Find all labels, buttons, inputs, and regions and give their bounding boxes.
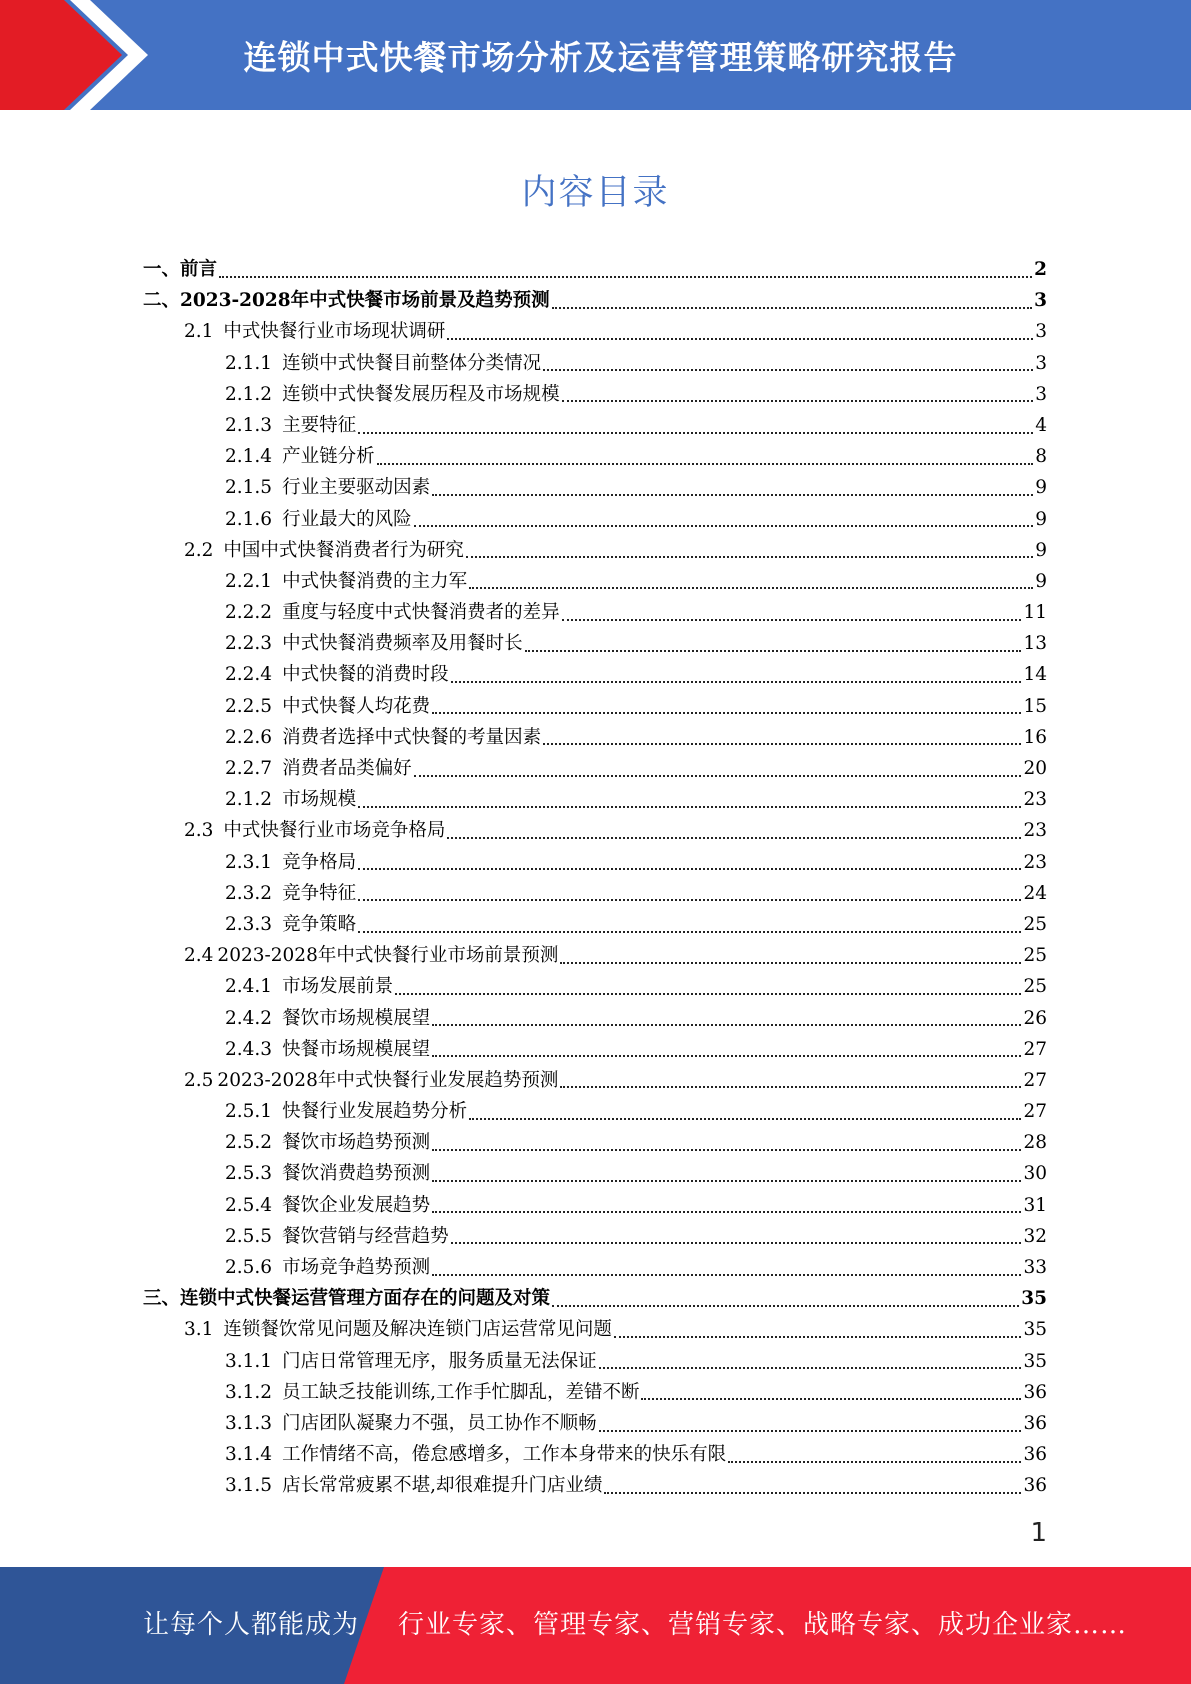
toc-entry-number: 2.5.1 <box>225 1101 273 1123</box>
toc-entry-title: 连锁中式快餐发展历程及市场规模 <box>282 383 560 405</box>
toc-entry[interactable] <box>143 1314 1047 1345</box>
toc-dot-leader <box>219 276 1032 278</box>
toc-entry[interactable] <box>143 1190 1047 1221</box>
toc-entry[interactable] <box>143 1096 1047 1127</box>
toc-entry-page: 36 <box>1023 1381 1047 1403</box>
toc-entry-number: 2.1.2 <box>225 789 273 811</box>
toc-entry[interactable] <box>143 1252 1047 1283</box>
toc-entry-number: 2.2.2 <box>225 602 273 624</box>
toc-entry-number: 2.4.3 <box>225 1038 273 1060</box>
header-banner <box>0 0 1191 110</box>
toc-entry-page: 36 <box>1023 1444 1047 1466</box>
table-of-contents <box>143 254 1047 1502</box>
toc-dot-leader <box>432 1055 1021 1057</box>
toc-dot-leader <box>604 1492 1021 1494</box>
toc-entry-page: 11 <box>1023 602 1047 624</box>
toc-entry-number: 2.2.3 <box>225 633 273 655</box>
toc-entry-title: 市场竞争趋势预测 <box>282 1257 431 1278</box>
toc-dot-leader <box>358 899 1021 901</box>
toc-entry-number: 2.3.3 <box>225 913 273 935</box>
toc-entry[interactable] <box>143 316 1047 347</box>
toc-entry-title: 连锁中式快餐目前整体分类情况 <box>282 352 542 374</box>
toc-entry[interactable] <box>143 472 1047 503</box>
toc-dot-leader <box>414 525 1034 527</box>
toc-dot-leader <box>599 1367 1022 1369</box>
toc-entry[interactable] <box>143 971 1047 1002</box>
toc-entry-title: 中式快餐的消费时段 <box>282 664 449 686</box>
toc-entry-title: 竞争特征 <box>282 882 357 904</box>
toc-entry-number: 2.1.6 <box>225 508 273 530</box>
toc-dot-leader <box>543 743 1021 745</box>
toc-entry-page: 25 <box>1023 976 1047 998</box>
toc-dot-leader <box>641 1398 1021 1400</box>
toc-entry-page: 28 <box>1023 1132 1047 1154</box>
toc-entry[interactable] <box>143 1408 1047 1439</box>
toc-entry-page: 25 <box>1023 913 1047 935</box>
toc-dot-leader <box>358 868 1021 870</box>
toc-dot-leader <box>358 931 1021 933</box>
toc-entry-page: 23 <box>1023 820 1047 842</box>
toc-entry[interactable] <box>143 1003 1047 1034</box>
toc-entry-page: 3 <box>1035 383 1047 405</box>
toc-entry-number: 2.5.5 <box>225 1225 273 1247</box>
toc-entry-number: 2.5.3 <box>225 1163 273 1185</box>
toc-entry-number: 3.1.2 <box>225 1381 273 1403</box>
toc-dot-leader <box>469 587 1033 589</box>
toc-entry[interactable] <box>143 815 1047 846</box>
toc-entry-title: 工作情绪不高，倦怠感增多，工作本身带来的快乐有限 <box>282 1444 727 1466</box>
toc-entry-title: 中式快餐行业市场现状调研 <box>223 321 446 343</box>
toc-entry-page: 35 <box>1021 1288 1047 1310</box>
toc-dot-leader <box>447 338 1033 340</box>
toc-entry-page: 13 <box>1023 633 1047 655</box>
toc-entry-title: 餐饮企业发展趋势 <box>282 1194 431 1216</box>
toc-entry-title: 餐饮营销与经营趋势 <box>282 1225 449 1247</box>
toc-entry-page: 25 <box>1023 945 1047 967</box>
toc-entry-title: 消费者选择中式快餐的考量因素 <box>282 726 542 748</box>
toc-entry-number: 2.3.1 <box>225 851 273 873</box>
toc-entry-title: 中式快餐人均花费 <box>282 695 431 717</box>
toc-entry-number: 2.3 <box>184 820 214 842</box>
toc-entry-title: 中国中式快餐消费者行为研究 <box>223 539 464 561</box>
toc-entry-title: 产业链分析 <box>282 446 375 468</box>
toc-entry-title: 2023-2028年中式快餐市场前景及趋势预测 <box>180 290 550 312</box>
toc-entry[interactable] <box>143 659 1047 690</box>
toc-entry-page: 23 <box>1023 851 1047 873</box>
toc-dot-leader <box>728 1461 1021 1463</box>
toc-entry-page: 23 <box>1023 789 1047 811</box>
toc-dot-leader <box>358 432 1033 434</box>
toc-entry-number: 2.2 <box>184 539 214 561</box>
toc-entry-number: 2.5 <box>184 1069 214 1091</box>
toc-entry-number: 一、 <box>143 259 181 280</box>
toc-entry-title: 前言 <box>180 259 218 280</box>
toc-entry-page: 20 <box>1023 758 1047 779</box>
toc-entry-number: 2.1.3 <box>225 414 273 436</box>
toc-entry[interactable] <box>143 722 1047 753</box>
toc-entry-page: 26 <box>1023 1007 1047 1029</box>
toc-entry-title: 快餐市场规模展望 <box>282 1038 431 1060</box>
toc-entry[interactable] <box>143 535 1047 566</box>
toc-entry-title: 重度与轻度中式快餐消费者的差异 <box>282 602 560 624</box>
toc-entry-page: 30 <box>1023 1163 1047 1185</box>
toc-entry-number: 2.4.1 <box>225 976 273 998</box>
toc-entry-title: 市场规模 <box>282 789 357 811</box>
toc-entry-number: 2.2.6 <box>225 726 273 748</box>
toc-entry-page: 9 <box>1035 477 1047 499</box>
toc-entry-number: 3.1.4 <box>225 1444 273 1466</box>
toc-entry-title: 主要特征 <box>282 414 357 436</box>
toc-entry-number: 2.3.2 <box>225 882 273 904</box>
toc-entry-page: 16 <box>1023 726 1047 748</box>
toc-entry-page: 31 <box>1023 1194 1047 1216</box>
toc-entry[interactable] <box>143 1158 1047 1189</box>
toc-entry[interactable] <box>143 753 1047 784</box>
toc-entry-title: 市场发展前景 <box>282 976 394 998</box>
toc-entry-page: 27 <box>1023 1038 1047 1060</box>
toc-entry[interactable] <box>143 691 1047 722</box>
toc-entry-number: 2.2.4 <box>225 664 273 686</box>
toc-entry-page: 24 <box>1023 882 1047 904</box>
toc-entry-number: 2.4.2 <box>225 1007 273 1029</box>
toc-entry[interactable] <box>143 1065 1047 1096</box>
toc-dot-leader <box>525 650 1022 652</box>
toc-entry[interactable] <box>143 784 1047 815</box>
toc-entry-number: 2.5.4 <box>225 1194 273 1216</box>
toc-entry-page: 3 <box>1034 290 1047 312</box>
toc-entry[interactable] <box>143 348 1047 379</box>
toc-entry-page: 32 <box>1023 1225 1047 1247</box>
toc-dot-leader <box>432 1024 1021 1026</box>
footer-slogan-right: 行业专家、管理专家、营销专家、战略专家、成功企业家…… <box>398 1610 1128 1640</box>
toc-entry-page: 8 <box>1035 446 1047 468</box>
toc-entry-title: 行业主要驱动因素 <box>282 477 431 499</box>
toc-entry-page: 9 <box>1035 508 1047 530</box>
toc-entry-page: 14 <box>1023 664 1047 686</box>
toc-entry[interactable] <box>143 909 1047 940</box>
toc-entry-number: 3.1.3 <box>225 1412 273 1434</box>
toc-entry[interactable] <box>143 1221 1047 1252</box>
toc-entry-title: 店长常常疲累不堪,却很难提升门店业绩 <box>282 1475 603 1497</box>
toc-entry-number: 3.1.1 <box>225 1350 273 1372</box>
toc-entry-page: 36 <box>1023 1475 1047 1497</box>
toc-entry[interactable] <box>143 847 1047 878</box>
toc-dot-leader <box>432 494 1033 496</box>
toc-entry-number: 二、 <box>143 290 181 312</box>
toc-entry-number: 2.1.2 <box>225 383 273 405</box>
toc-dot-leader <box>377 463 1034 465</box>
toc-entry-title: 中式快餐消费频率及用餐时长 <box>282 633 523 655</box>
toc-entry-title: 行业最大的风险 <box>282 508 412 530</box>
toc-entry[interactable] <box>143 1377 1047 1408</box>
toc-dot-leader <box>432 1149 1021 1151</box>
footer-slogan-left: 让每个人都能成为 <box>143 1610 360 1640</box>
toc-dot-leader <box>562 400 1034 402</box>
toc-dot-leader <box>543 369 1033 371</box>
toc-entry-number: 3.1.5 <box>225 1475 273 1497</box>
footer-banner <box>0 1567 1191 1684</box>
toc-dot-leader <box>560 1086 1021 1088</box>
toc-entry-title: 中式快餐行业市场竞争格局 <box>223 820 446 842</box>
toc-entry[interactable] <box>143 1346 1047 1377</box>
toc-dot-leader <box>414 775 1022 777</box>
toc-entry-title: 快餐行业发展趋势分析 <box>282 1101 468 1123</box>
toc-entry-page: 15 <box>1023 695 1047 717</box>
toc-dot-leader <box>466 556 1033 558</box>
toc-entry-title: 餐饮消费趋势预测 <box>282 1163 431 1185</box>
toc-entry[interactable] <box>143 1439 1047 1470</box>
toc-dot-leader <box>599 1430 1022 1432</box>
toc-entry-page: 35 <box>1023 1350 1047 1372</box>
toc-entry[interactable] <box>143 1470 1047 1501</box>
toc-entry-page: 9 <box>1035 539 1047 561</box>
toc-entry-number: 2.1.1 <box>225 352 273 374</box>
toc-dot-leader <box>358 806 1021 808</box>
toc-entry-page: 27 <box>1023 1069 1047 1091</box>
toc-entry[interactable] <box>143 1034 1047 1065</box>
toc-dot-leader <box>552 1305 1019 1307</box>
toc-entry[interactable] <box>143 441 1047 472</box>
toc-dot-leader <box>447 837 1021 839</box>
toc-entry[interactable] <box>143 566 1047 597</box>
toc-dot-leader <box>451 681 1022 683</box>
toc-entry-title: 2023-2028年中式快餐行业市场前景预测 <box>217 945 559 967</box>
toc-entry-number: 2.1.4 <box>225 446 273 468</box>
toc-entry-page: 9 <box>1035 570 1047 592</box>
toc-entry-title: 餐饮市场趋势预测 <box>282 1132 431 1154</box>
toc-entry[interactable] <box>143 379 1047 410</box>
toc-entry-page: 35 <box>1023 1319 1047 1341</box>
toc-entry-number: 2.4 <box>184 945 214 967</box>
toc-entry-number: 2.1 <box>184 321 214 343</box>
toc-entry-title: 员工缺乏技能训练,工作手忙脚乱，差错不断 <box>282 1381 640 1403</box>
toc-entry-title: 竞争格局 <box>282 851 357 873</box>
toc-entry-title: 门店团队凝聚力不强，员工协作不顺畅 <box>282 1412 597 1434</box>
toc-entry-page: 3 <box>1035 321 1047 343</box>
toc-dot-leader <box>432 712 1021 714</box>
toc-entry-title: 门店日常管理无序，服务质量无法保证 <box>282 1350 597 1372</box>
toc-entry-title: 消费者品类偏好 <box>282 758 412 779</box>
toc-entry[interactable] <box>143 254 1047 285</box>
toc-dot-leader <box>395 993 1021 995</box>
toc-entry-page: 2 <box>1034 259 1047 280</box>
toc-entry-title: 餐饮市场规模展望 <box>282 1007 431 1029</box>
toc-dot-leader <box>432 1211 1021 1213</box>
toc-dot-leader <box>469 1118 1021 1120</box>
toc-entry[interactable] <box>143 940 1047 971</box>
toc-dot-leader <box>562 619 1022 621</box>
toc-entry[interactable] <box>143 1127 1047 1158</box>
toc-dot-leader <box>614 1336 1022 1338</box>
toc-dot-leader <box>432 1180 1021 1182</box>
toc-entry-number: 2.5.2 <box>225 1132 273 1154</box>
toc-entry-page: 36 <box>1023 1412 1047 1434</box>
toc-entry-number: 2.5.6 <box>225 1257 273 1278</box>
toc-title: 内容目录 <box>521 173 670 213</box>
toc-entry-page: 27 <box>1023 1101 1047 1123</box>
toc-entry[interactable] <box>143 878 1047 909</box>
page-number: 1 <box>1030 1518 1047 1548</box>
toc-entry-title: 2023-2028年中式快餐行业发展趋势预测 <box>217 1069 559 1091</box>
toc-entry[interactable] <box>143 597 1047 628</box>
toc-entry[interactable] <box>143 1283 1047 1314</box>
report-title: 连锁中式快餐市场分析及运营管理策略研究报告 <box>243 37 958 77</box>
toc-entry-page: 4 <box>1035 414 1047 436</box>
toc-dot-leader <box>552 307 1032 309</box>
toc-entry-page: 33 <box>1023 1257 1047 1278</box>
toc-entry-number: 2.2.1 <box>225 570 273 592</box>
toc-entry-title: 连锁餐饮常见问题及解决连锁门店运营常见问题 <box>223 1319 612 1341</box>
toc-entry-number: 2.2.5 <box>225 695 273 717</box>
toc-entry-title: 竞争策略 <box>282 913 357 935</box>
toc-entry-number: 2.1.5 <box>225 477 273 499</box>
toc-entry[interactable] <box>143 628 1047 659</box>
toc-dot-leader <box>451 1242 1022 1244</box>
toc-entry-title: 中式快餐消费的主力军 <box>282 570 468 592</box>
toc-entry-title: 连锁中式快餐运营管理方面存在的问题及对策 <box>180 1288 551 1310</box>
toc-entry[interactable] <box>143 410 1047 441</box>
toc-entry[interactable] <box>143 504 1047 535</box>
toc-entry-number: 3.1 <box>184 1319 214 1341</box>
toc-entry[interactable] <box>143 285 1047 316</box>
toc-dot-leader <box>432 1274 1021 1276</box>
toc-dot-leader <box>560 962 1021 964</box>
toc-entry-number: 三、 <box>143 1288 181 1310</box>
toc-entry-number: 2.2.7 <box>225 758 273 779</box>
toc-entry-page: 3 <box>1035 352 1047 374</box>
